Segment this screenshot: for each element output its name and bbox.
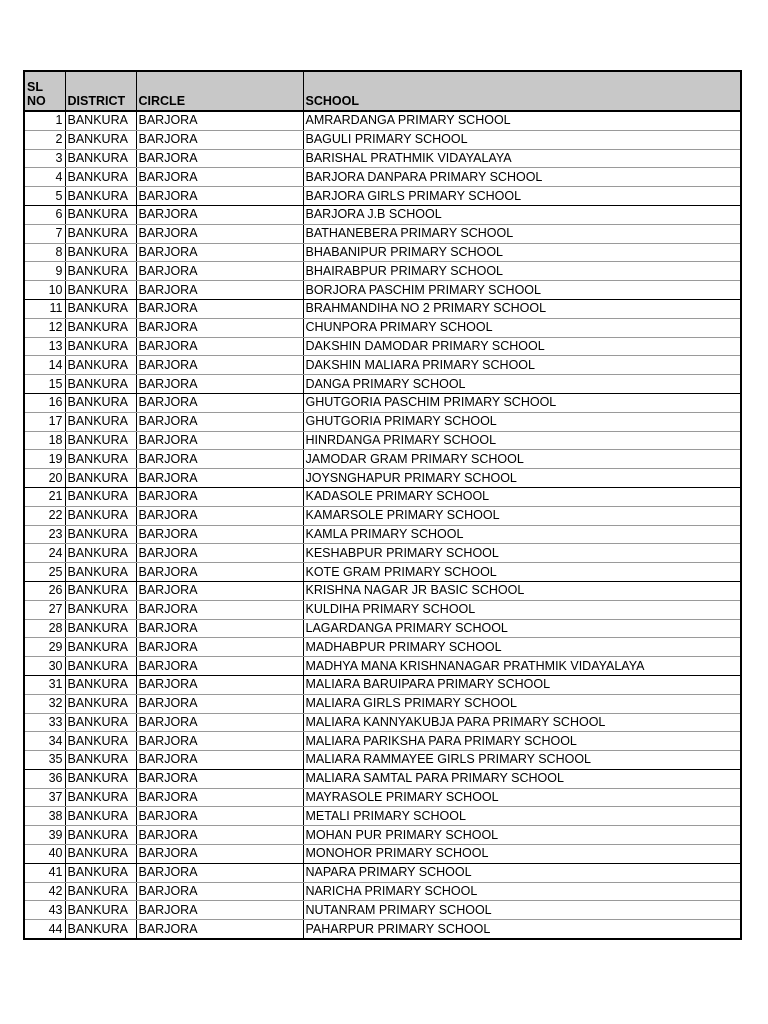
table-body bbox=[24, 111, 741, 939]
table-row bbox=[24, 356, 741, 375]
cell-district: BANKURA bbox=[65, 205, 136, 224]
cell-school: HINRDANGA PRIMARY SCHOOL bbox=[303, 431, 741, 450]
cell-sl-no: 30 bbox=[24, 657, 65, 676]
cell-school: KULDIHA PRIMARY SCHOOL bbox=[303, 600, 741, 619]
column-header-school: SCHOOL bbox=[303, 71, 741, 111]
cell-school: MALIARA RAMMAYEE GIRLS PRIMARY SCHOOL bbox=[303, 751, 741, 770]
table-row bbox=[24, 882, 741, 901]
table-row bbox=[24, 487, 741, 506]
cell-district: BANKURA bbox=[65, 469, 136, 488]
cell-sl-no: 1 bbox=[24, 111, 65, 130]
header-row bbox=[24, 71, 741, 111]
table-row bbox=[24, 262, 741, 281]
cell-sl-no: 11 bbox=[24, 299, 65, 318]
cell-circle: BARJORA bbox=[136, 563, 303, 582]
cell-district: BANKURA bbox=[65, 713, 136, 732]
table-row bbox=[24, 281, 741, 300]
cell-circle: BARJORA bbox=[136, 318, 303, 337]
cell-district: BANKURA bbox=[65, 243, 136, 262]
cell-sl-no: 14 bbox=[24, 356, 65, 375]
cell-school: AMRARDANGA PRIMARY SCHOOL bbox=[303, 111, 741, 130]
table-row bbox=[24, 657, 741, 676]
table-row bbox=[24, 563, 741, 582]
table-row bbox=[24, 111, 741, 130]
cell-circle: BARJORA bbox=[136, 299, 303, 318]
cell-circle: BARJORA bbox=[136, 901, 303, 920]
cell-sl-no: 18 bbox=[24, 431, 65, 450]
school-table bbox=[23, 70, 742, 940]
table-row bbox=[24, 469, 741, 488]
cell-school: MALIARA SAMTAL PARA PRIMARY SCHOOL bbox=[303, 769, 741, 788]
cell-school: KESHABPUR PRIMARY SCHOOL bbox=[303, 544, 741, 563]
cell-sl-no: 26 bbox=[24, 581, 65, 600]
cell-circle: BARJORA bbox=[136, 487, 303, 506]
cell-district: BANKURA bbox=[65, 657, 136, 676]
table-row bbox=[24, 375, 741, 394]
cell-circle: BARJORA bbox=[136, 600, 303, 619]
table-row bbox=[24, 525, 741, 544]
table-row bbox=[24, 337, 741, 356]
cell-district: BANKURA bbox=[65, 506, 136, 525]
cell-sl-no: 2 bbox=[24, 130, 65, 149]
cell-circle: BARJORA bbox=[136, 826, 303, 845]
cell-district: BANKURA bbox=[65, 393, 136, 412]
table-row bbox=[24, 638, 741, 657]
cell-district: BANKURA bbox=[65, 751, 136, 770]
table-row bbox=[24, 544, 741, 563]
cell-sl-no: 32 bbox=[24, 694, 65, 713]
table-row bbox=[24, 431, 741, 450]
cell-district: BANKURA bbox=[65, 845, 136, 864]
cell-school: MONOHOR PRIMARY SCHOOL bbox=[303, 845, 741, 864]
cell-sl-no: 9 bbox=[24, 262, 65, 281]
table-row bbox=[24, 807, 741, 826]
cell-district: BANKURA bbox=[65, 769, 136, 788]
cell-sl-no: 41 bbox=[24, 863, 65, 882]
table-row bbox=[24, 168, 741, 187]
cell-school: MALIARA PARIKSHA PARA PRIMARY SCHOOL bbox=[303, 732, 741, 751]
cell-district: BANKURA bbox=[65, 318, 136, 337]
cell-school: GHUTGORIA PRIMARY SCHOOL bbox=[303, 412, 741, 431]
cell-district: BANKURA bbox=[65, 487, 136, 506]
cell-circle: BARJORA bbox=[136, 412, 303, 431]
cell-district: BANKURA bbox=[65, 732, 136, 751]
cell-circle: BARJORA bbox=[136, 845, 303, 864]
cell-sl-no: 28 bbox=[24, 619, 65, 638]
cell-sl-no: 33 bbox=[24, 713, 65, 732]
table-row bbox=[24, 205, 741, 224]
cell-school: KRISHNA NAGAR JR BASIC SCHOOL bbox=[303, 581, 741, 600]
cell-circle: BARJORA bbox=[136, 506, 303, 525]
cell-district: BANKURA bbox=[65, 187, 136, 206]
cell-sl-no: 5 bbox=[24, 187, 65, 206]
cell-district: BANKURA bbox=[65, 130, 136, 149]
cell-district: BANKURA bbox=[65, 826, 136, 845]
table-row bbox=[24, 920, 741, 939]
cell-school: BATHANEBERA PRIMARY SCHOOL bbox=[303, 224, 741, 243]
school-list-sheet bbox=[23, 70, 740, 940]
cell-sl-no: 24 bbox=[24, 544, 65, 563]
cell-circle: BARJORA bbox=[136, 375, 303, 394]
table-row bbox=[24, 826, 741, 845]
cell-circle: BARJORA bbox=[136, 281, 303, 300]
cell-circle: BARJORA bbox=[136, 657, 303, 676]
table-row bbox=[24, 506, 741, 525]
cell-school: KOTE GRAM PRIMARY SCHOOL bbox=[303, 563, 741, 582]
cell-circle: BARJORA bbox=[136, 675, 303, 694]
cell-circle: BARJORA bbox=[136, 788, 303, 807]
table-row bbox=[24, 713, 741, 732]
cell-school: DANGA PRIMARY SCHOOL bbox=[303, 375, 741, 394]
cell-circle: BARJORA bbox=[136, 431, 303, 450]
table-row bbox=[24, 224, 741, 243]
cell-sl-no: 36 bbox=[24, 769, 65, 788]
cell-circle: BARJORA bbox=[136, 224, 303, 243]
table-row bbox=[24, 450, 741, 469]
cell-sl-no: 15 bbox=[24, 375, 65, 394]
cell-school: MADHYA MANA KRISHNANAGAR PRATHMIK VIDAYALAYA bbox=[303, 657, 741, 676]
cell-school: MALIARA GIRLS PRIMARY SCHOOL bbox=[303, 694, 741, 713]
cell-school: BARJORA GIRLS PRIMARY SCHOOL bbox=[303, 187, 741, 206]
cell-school: JOYSNGHAPUR PRIMARY SCHOOL bbox=[303, 469, 741, 488]
cell-sl-no: 7 bbox=[24, 224, 65, 243]
cell-sl-no: 44 bbox=[24, 920, 65, 939]
cell-sl-no: 42 bbox=[24, 882, 65, 901]
cell-sl-no: 29 bbox=[24, 638, 65, 657]
cell-district: BANKURA bbox=[65, 882, 136, 901]
cell-district: BANKURA bbox=[65, 788, 136, 807]
cell-school: MAYRASOLE PRIMARY SCHOOL bbox=[303, 788, 741, 807]
cell-circle: BARJORA bbox=[136, 205, 303, 224]
cell-sl-no: 8 bbox=[24, 243, 65, 262]
cell-circle: BARJORA bbox=[136, 882, 303, 901]
cell-sl-no: 38 bbox=[24, 807, 65, 826]
cell-district: BANKURA bbox=[65, 431, 136, 450]
column-header-sl-no: SL NO bbox=[24, 71, 65, 111]
table-row bbox=[24, 751, 741, 770]
cell-district: BANKURA bbox=[65, 224, 136, 243]
cell-school: JAMODAR GRAM PRIMARY SCHOOL bbox=[303, 450, 741, 469]
cell-sl-no: 17 bbox=[24, 412, 65, 431]
table-row bbox=[24, 675, 741, 694]
cell-sl-no: 20 bbox=[24, 469, 65, 488]
cell-district: BANKURA bbox=[65, 412, 136, 431]
cell-school: MOHAN PUR PRIMARY SCHOOL bbox=[303, 826, 741, 845]
cell-circle: BARJORA bbox=[136, 262, 303, 281]
cell-district: BANKURA bbox=[65, 356, 136, 375]
column-header-district: DISTRICT bbox=[65, 71, 136, 111]
table-row bbox=[24, 769, 741, 788]
cell-school: MALIARA BARUIPARA PRIMARY SCHOOL bbox=[303, 675, 741, 694]
cell-sl-no: 16 bbox=[24, 393, 65, 412]
cell-district: BANKURA bbox=[65, 111, 136, 130]
cell-district: BANKURA bbox=[65, 581, 136, 600]
cell-school: KAMLA PRIMARY SCHOOL bbox=[303, 525, 741, 544]
cell-school: BHAIRABPUR PRIMARY SCHOOL bbox=[303, 262, 741, 281]
cell-district: BANKURA bbox=[65, 281, 136, 300]
table-row bbox=[24, 732, 741, 751]
cell-circle: BARJORA bbox=[136, 619, 303, 638]
cell-district: BANKURA bbox=[65, 450, 136, 469]
cell-sl-no: 25 bbox=[24, 563, 65, 582]
cell-school: MADHABPUR PRIMARY SCHOOL bbox=[303, 638, 741, 657]
cell-school: LAGARDANGA PRIMARY SCHOOL bbox=[303, 619, 741, 638]
cell-circle: BARJORA bbox=[136, 469, 303, 488]
cell-circle: BARJORA bbox=[136, 149, 303, 168]
cell-school: NARICHA PRIMARY SCHOOL bbox=[303, 882, 741, 901]
cell-school: BHABANIPUR PRIMARY SCHOOL bbox=[303, 243, 741, 262]
cell-sl-no: 39 bbox=[24, 826, 65, 845]
cell-circle: BARJORA bbox=[136, 337, 303, 356]
cell-sl-no: 22 bbox=[24, 506, 65, 525]
cell-district: BANKURA bbox=[65, 563, 136, 582]
table-row bbox=[24, 581, 741, 600]
cell-sl-no: 13 bbox=[24, 337, 65, 356]
cell-circle: BARJORA bbox=[136, 356, 303, 375]
cell-sl-no: 43 bbox=[24, 901, 65, 920]
cell-circle: BARJORA bbox=[136, 544, 303, 563]
cell-circle: BARJORA bbox=[136, 713, 303, 732]
table-row bbox=[24, 412, 741, 431]
table-row bbox=[24, 393, 741, 412]
table-row bbox=[24, 600, 741, 619]
cell-circle: BARJORA bbox=[136, 111, 303, 130]
cell-district: BANKURA bbox=[65, 337, 136, 356]
cell-sl-no: 34 bbox=[24, 732, 65, 751]
cell-sl-no: 37 bbox=[24, 788, 65, 807]
table-row bbox=[24, 863, 741, 882]
cell-circle: BARJORA bbox=[136, 187, 303, 206]
table-row bbox=[24, 149, 741, 168]
cell-sl-no: 19 bbox=[24, 450, 65, 469]
cell-district: BANKURA bbox=[65, 375, 136, 394]
table-row bbox=[24, 187, 741, 206]
cell-district: BANKURA bbox=[65, 863, 136, 882]
table-row bbox=[24, 694, 741, 713]
cell-school: KADASOLE PRIMARY SCHOOL bbox=[303, 487, 741, 506]
cell-school: DAKSHIN DAMODAR PRIMARY SCHOOL bbox=[303, 337, 741, 356]
cell-district: BANKURA bbox=[65, 901, 136, 920]
cell-circle: BARJORA bbox=[136, 130, 303, 149]
cell-district: BANKURA bbox=[65, 694, 136, 713]
column-header-circle: CIRCLE bbox=[136, 71, 303, 111]
cell-district: BANKURA bbox=[65, 619, 136, 638]
cell-school: NUTANRAM PRIMARY SCHOOL bbox=[303, 901, 741, 920]
cell-sl-no: 23 bbox=[24, 525, 65, 544]
cell-circle: BARJORA bbox=[136, 243, 303, 262]
table-row bbox=[24, 845, 741, 864]
cell-circle: BARJORA bbox=[136, 525, 303, 544]
cell-district: BANKURA bbox=[65, 299, 136, 318]
cell-school: BAGULI PRIMARY SCHOOL bbox=[303, 130, 741, 149]
cell-sl-no: 31 bbox=[24, 675, 65, 694]
table-row bbox=[24, 901, 741, 920]
table-row bbox=[24, 130, 741, 149]
cell-school: BARJORA J.B SCHOOL bbox=[303, 205, 741, 224]
table-row bbox=[24, 788, 741, 807]
cell-sl-no: 10 bbox=[24, 281, 65, 300]
cell-circle: BARJORA bbox=[136, 694, 303, 713]
cell-district: BANKURA bbox=[65, 544, 136, 563]
cell-circle: BARJORA bbox=[136, 450, 303, 469]
cell-circle: BARJORA bbox=[136, 807, 303, 826]
table-row bbox=[24, 299, 741, 318]
table-row bbox=[24, 318, 741, 337]
cell-sl-no: 4 bbox=[24, 168, 65, 187]
cell-school: NAPARA PRIMARY SCHOOL bbox=[303, 863, 741, 882]
cell-district: BANKURA bbox=[65, 525, 136, 544]
cell-sl-no: 6 bbox=[24, 205, 65, 224]
cell-sl-no: 21 bbox=[24, 487, 65, 506]
cell-circle: BARJORA bbox=[136, 581, 303, 600]
table-row bbox=[24, 243, 741, 262]
cell-district: BANKURA bbox=[65, 638, 136, 657]
cell-school: BARISHAL PRATHMIK VIDAYALAYA bbox=[303, 149, 741, 168]
cell-sl-no: 27 bbox=[24, 600, 65, 619]
cell-circle: BARJORA bbox=[136, 732, 303, 751]
cell-sl-no: 35 bbox=[24, 751, 65, 770]
cell-school: BARJORA DANPARA PRIMARY SCHOOL bbox=[303, 168, 741, 187]
cell-district: BANKURA bbox=[65, 262, 136, 281]
cell-district: BANKURA bbox=[65, 807, 136, 826]
cell-district: BANKURA bbox=[65, 168, 136, 187]
cell-circle: BARJORA bbox=[136, 168, 303, 187]
cell-school: GHUTGORIA PASCHIM PRIMARY SCHOOL bbox=[303, 393, 741, 412]
cell-school: CHUNPORA PRIMARY SCHOOL bbox=[303, 318, 741, 337]
cell-school: BORJORA PASCHIM PRIMARY SCHOOL bbox=[303, 281, 741, 300]
cell-sl-no: 12 bbox=[24, 318, 65, 337]
cell-sl-no: 40 bbox=[24, 845, 65, 864]
cell-school: DAKSHIN MALIARA PRIMARY SCHOOL bbox=[303, 356, 741, 375]
cell-school: PAHARPUR PRIMARY SCHOOL bbox=[303, 920, 741, 939]
cell-school: METALI PRIMARY SCHOOL bbox=[303, 807, 741, 826]
cell-circle: BARJORA bbox=[136, 751, 303, 770]
cell-circle: BARJORA bbox=[136, 638, 303, 657]
table-row bbox=[24, 619, 741, 638]
cell-school: MALIARA KANNYAKUBJA PARA PRIMARY SCHOOL bbox=[303, 713, 741, 732]
cell-circle: BARJORA bbox=[136, 920, 303, 939]
cell-school: KAMARSOLE PRIMARY SCHOOL bbox=[303, 506, 741, 525]
cell-district: BANKURA bbox=[65, 920, 136, 939]
cell-sl-no: 3 bbox=[24, 149, 65, 168]
cell-district: BANKURA bbox=[65, 600, 136, 619]
cell-school: BRAHMANDIHA NO 2 PRIMARY SCHOOL bbox=[303, 299, 741, 318]
cell-circle: BARJORA bbox=[136, 863, 303, 882]
cell-district: BANKURA bbox=[65, 149, 136, 168]
cell-circle: BARJORA bbox=[136, 393, 303, 412]
cell-district: BANKURA bbox=[65, 675, 136, 694]
cell-circle: BARJORA bbox=[136, 769, 303, 788]
table-header bbox=[24, 71, 741, 111]
